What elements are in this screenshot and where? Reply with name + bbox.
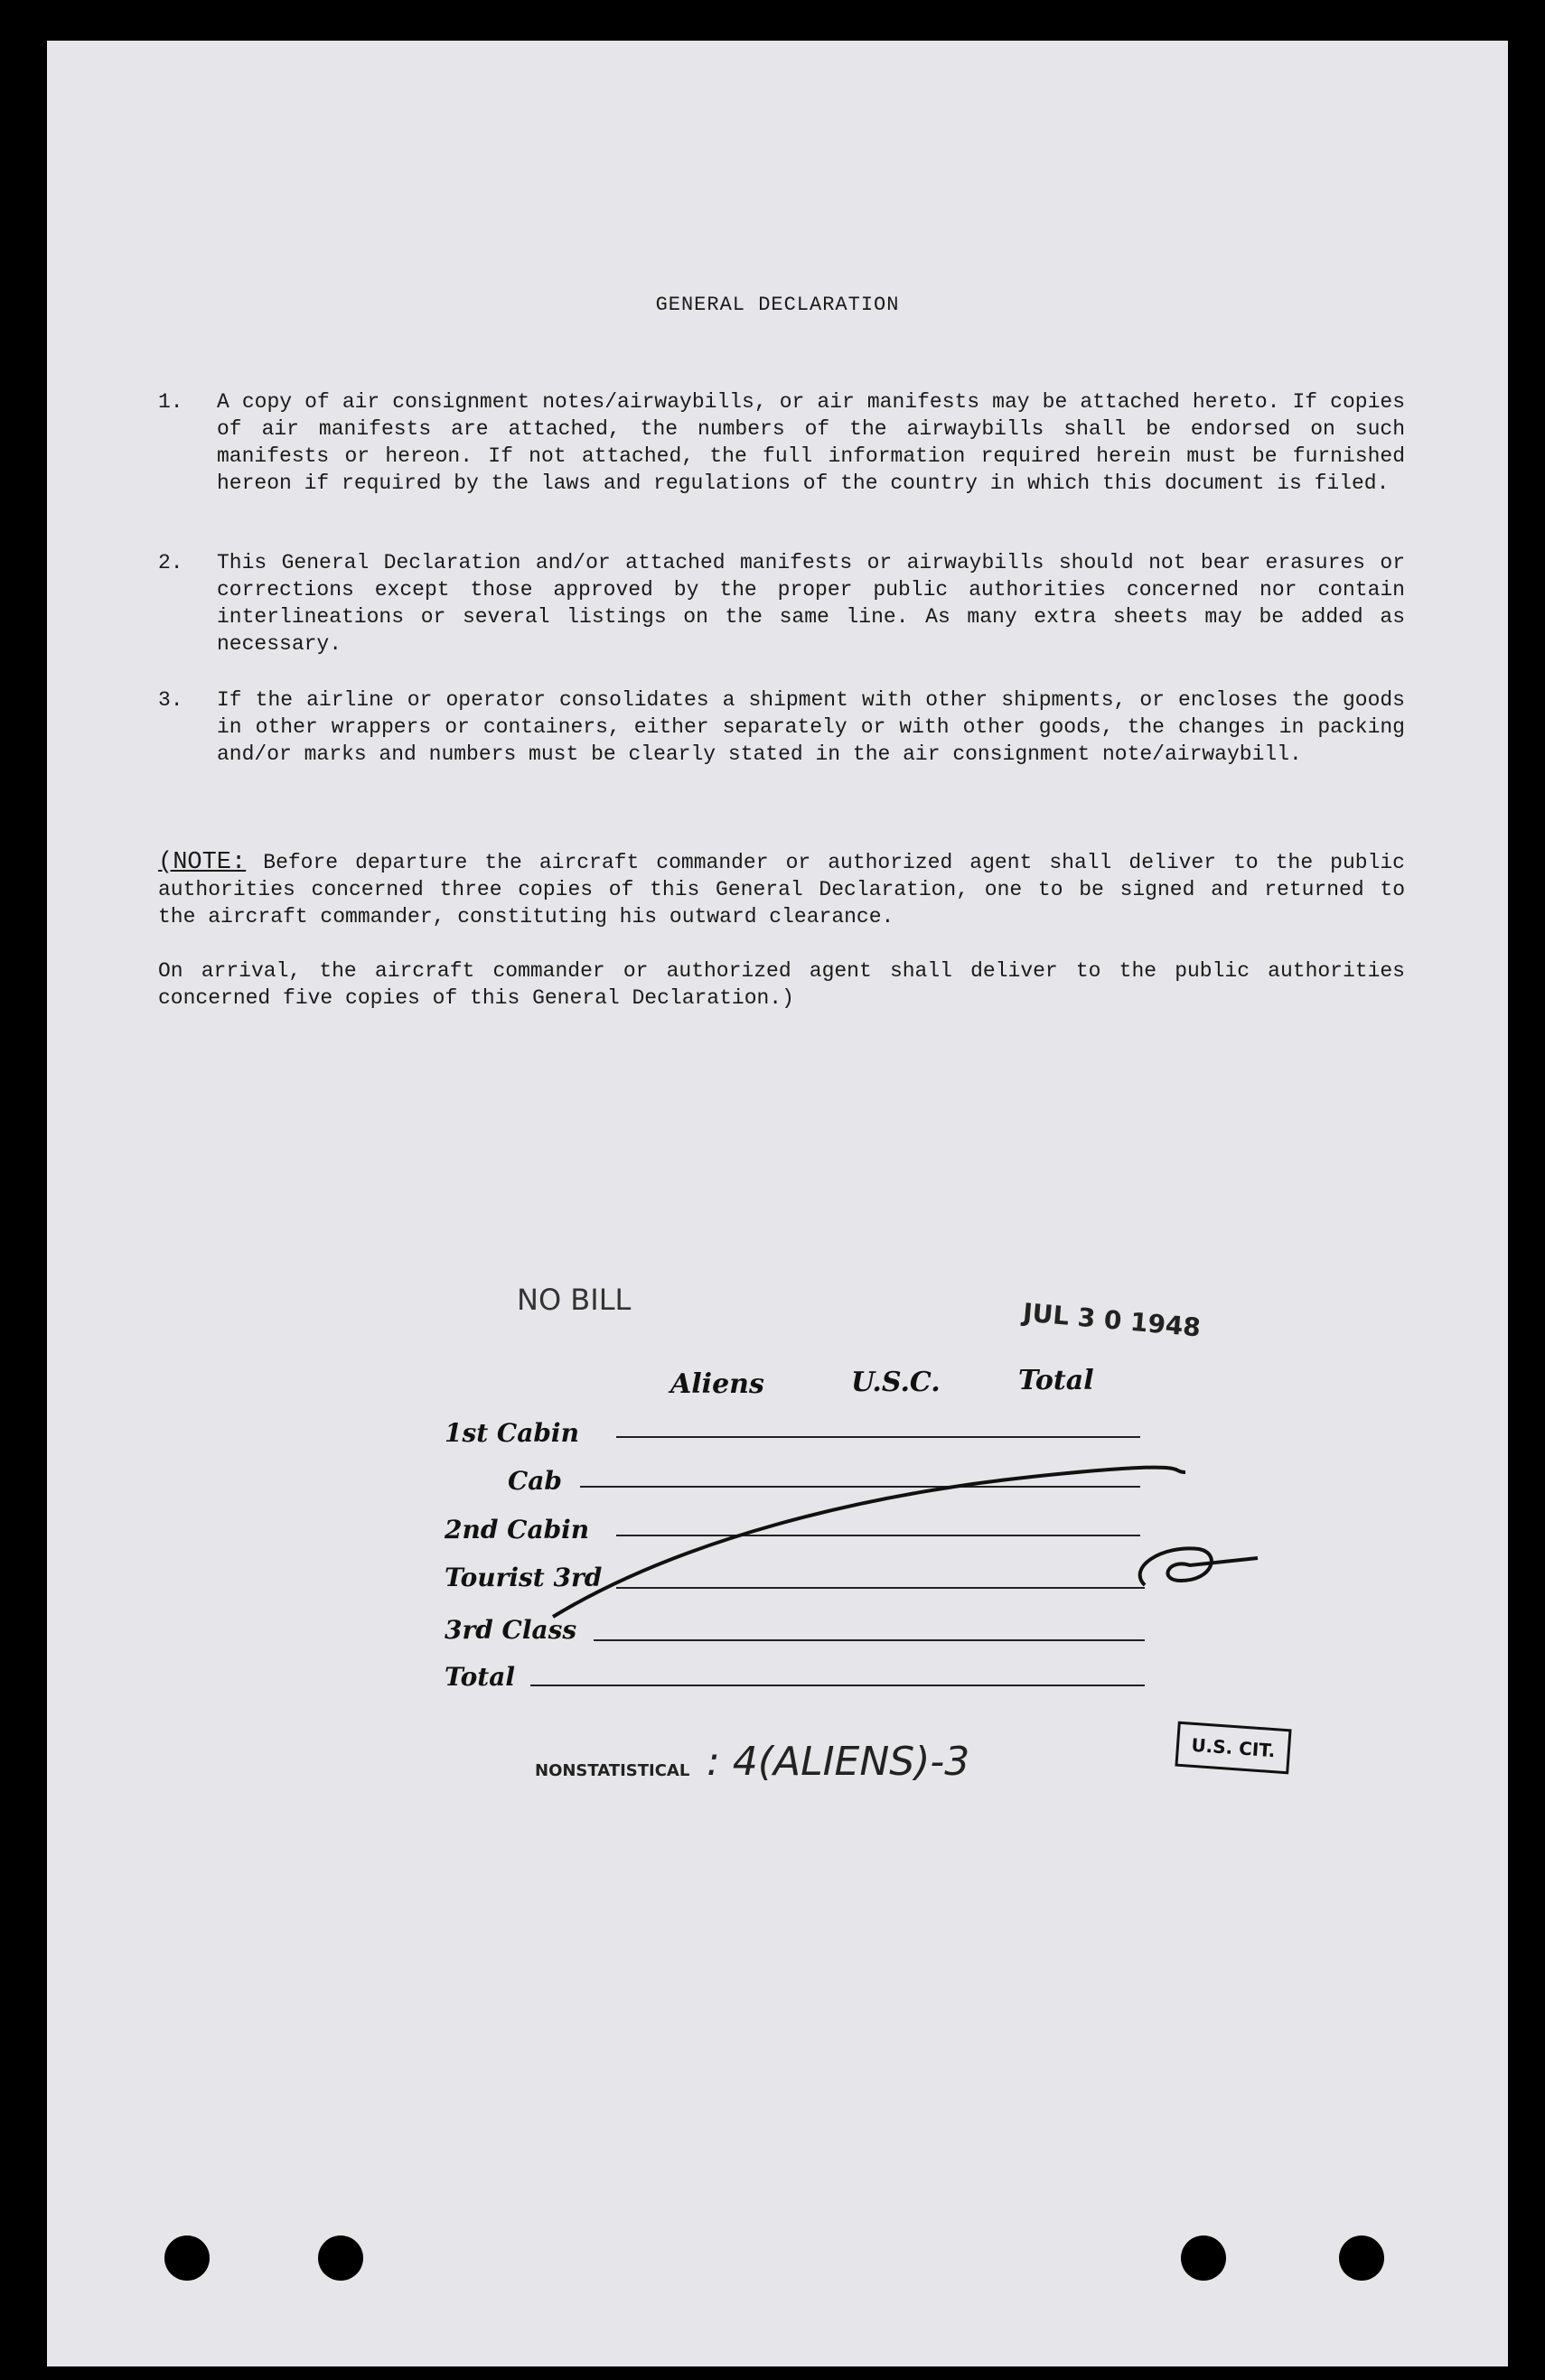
row-label: Total <box>445 1662 516 1692</box>
note-text: Before departure the aircraft commander or authorized agent shall deliver to the public authorities concerned three copies of this General Declaration, one to be signed and returned to the aircraft commander, constituting his outward clearance. <box>158 851 1405 929</box>
item-number: 3. <box>158 688 183 712</box>
document-page <box>47 41 1508 2366</box>
punch-hole-icon <box>164 2235 210 2281</box>
row-label: 1st Cabin <box>445 1418 579 1448</box>
date-stamp: JUL 3 0 1948 <box>1021 1297 1203 1343</box>
row-label: 3rd Class <box>445 1615 577 1645</box>
strike-curve <box>47 41 1508 2366</box>
column-aliens: Aliens <box>670 1368 764 1400</box>
row-label: Tourist 3rd <box>445 1563 603 1592</box>
note-label: (NOTE: <box>158 849 247 876</box>
arrival-note: On arrival, the aircraft commander or authorized agent shall deliver to the public authorities concerned five copies of this General Declaration.) <box>158 959 1405 1010</box>
nonstatistical-stamp: NONSTATISTICAL <box>535 1761 690 1780</box>
handwritten-aliens-note: : 4(ALIENS)-3 <box>707 1739 970 1785</box>
item-number: 2. <box>158 551 183 574</box>
no-bill-stamp: NO BILL <box>517 1283 632 1317</box>
punch-hole-icon <box>318 2235 363 2281</box>
column-total: Total <box>1018 1365 1094 1396</box>
punch-hole-icon <box>1339 2235 1384 2281</box>
item-text: If the airline or operator consolidates a shipment with other shipments, or encloses the goods in other wrappers or containers, either separately or with other goods, the changes in packing and/or marks and numbers must be clearly stated in the air consignment note/airwaybill. <box>217 688 1405 766</box>
row-label: 2nd Cabin <box>445 1515 590 1545</box>
item-text: This General Declaration and/or attached manifests or airwaybills should not bear erasures or corrections except those approved by the proper public authorities concerned nor contain interlineations or several listings on the same line. As many extra sheets may be added as necessary. <box>217 551 1405 656</box>
item-text: A copy of air consignment notes/airwaybills, or air manifests may be attached hereto. If copies of air manifests are attached, the numbers of the airwaybills shall be endorsed on such manifests or hereon. If not attached, the full information required herein must be furnished hereon if required by the laws and regulations of the country in which this document is filed. <box>217 390 1405 495</box>
column-usc: U.S.C. <box>851 1367 941 1398</box>
row-label: Cab <box>508 1466 563 1496</box>
item-number: 1. <box>158 390 183 414</box>
punch-hole-icon <box>1181 2235 1226 2281</box>
document-title: GENERAL DECLARATION <box>655 294 900 316</box>
us-cit-stamp: U.S. CIT. <box>1175 1722 1291 1775</box>
